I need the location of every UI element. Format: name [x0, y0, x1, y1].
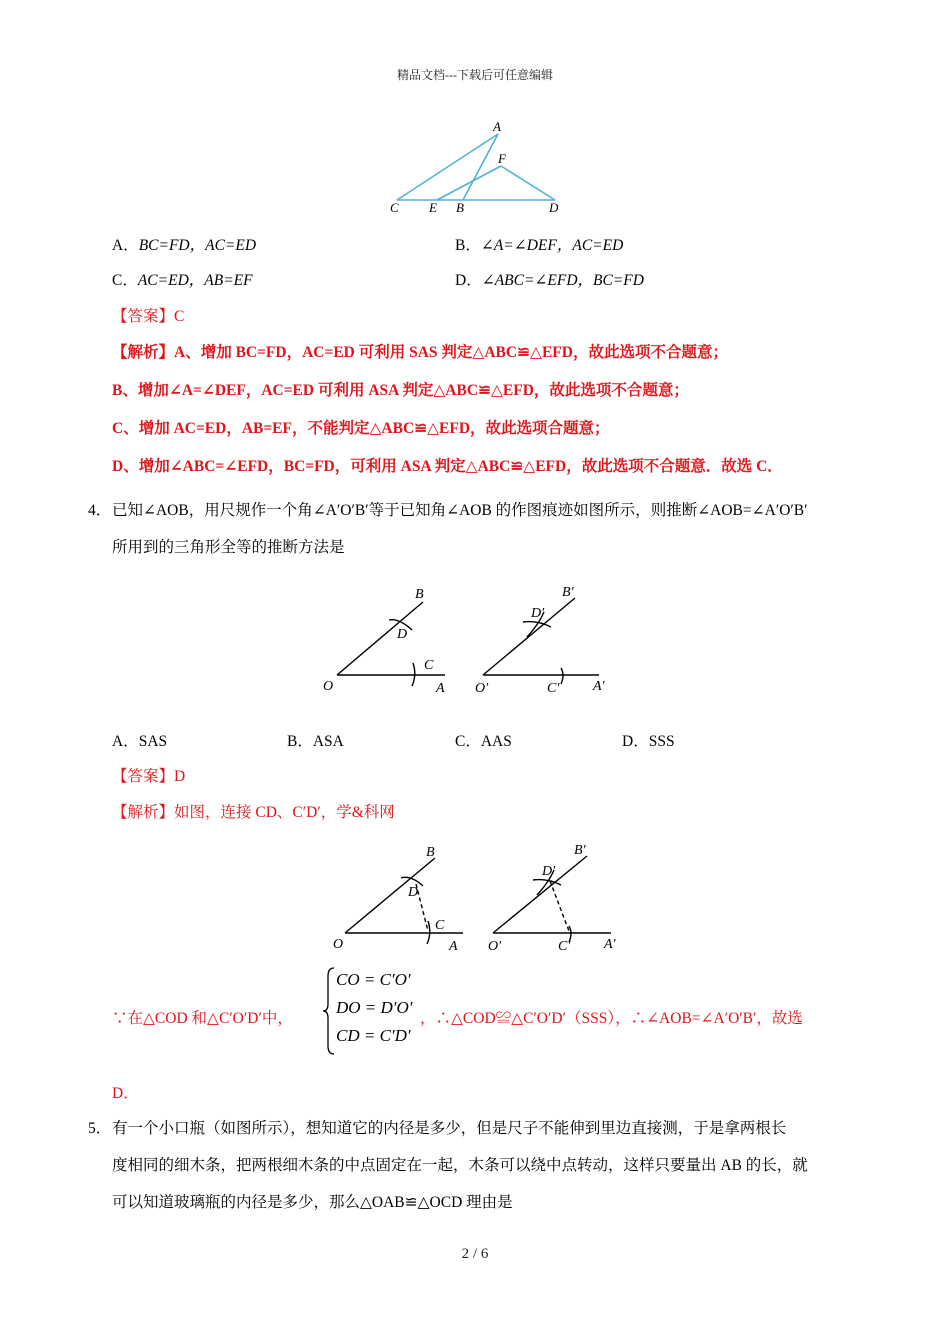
q4-sol-fig1-label-B: B — [426, 845, 435, 860]
q4-option-a-text: SAS — [138, 733, 168, 750]
q3-analysis-line-1: 【解析】A、增加 BC=FD，AC=ED 可利用 SAS 判定△ABC≌△EFD，故此选项不合题意； — [112, 344, 728, 361]
equation-row-3: CD = C′D′ — [336, 1026, 411, 1045]
q4-sol-fig2-label-O: O′ — [488, 939, 502, 954]
q3-option-a-text: BC=FD，AC=ED — [138, 237, 257, 254]
q4-option-c-text: AAS — [480, 733, 512, 750]
q3-analysis-line-2: B、增加∠A=∠DEF，AC=ED 可利用 ASA 判定△ABC≌△EFD，故此选项不合题意； — [112, 382, 689, 399]
q5-number: 5． — [88, 1120, 112, 1137]
q4-sol-fig1-label-O: O — [333, 937, 344, 952]
q4-fig1-label-D: D — [397, 627, 408, 642]
q4-option-b-key: B． — [287, 733, 313, 750]
q4-construction-figure — [315, 580, 625, 700]
q3-option-b-key: B． — [455, 237, 481, 254]
q3-option-c — [112, 271, 253, 291]
q4-sol-fig1-label-D: D — [408, 885, 419, 900]
q3-option-a-key: A． — [112, 237, 139, 254]
q4-option-b — [287, 732, 344, 752]
equation-row-1: CO = C′O′ — [336, 970, 411, 989]
q4-option-a — [112, 732, 167, 752]
page-number: 2 / 6 — [461, 1246, 489, 1262]
q4-proof-suffix: ，∴△COD≌△C′O′D′（SSS），∴∠AOB=∠A′O′B′，故选 — [420, 1010, 803, 1027]
q4-question-line-1: 已知∠AOB，用尺规作一个角∠A′O′B′等于已知角∠AOB 的作图痕迹如图所示，则推断∠AOB=∠A′O′B′ — [112, 502, 808, 519]
q3-label-A: A — [493, 119, 501, 134]
q4-option-d — [622, 732, 675, 752]
q3-label-B: B — [456, 200, 464, 215]
q4-option-d-key: D． — [622, 733, 649, 750]
q3-option-b-text: ∠A=∠DEF，AC=ED — [480, 237, 624, 254]
q4-sol-fig2-label-D: D′ — [542, 864, 556, 879]
q4-fig1-label-O: O — [323, 679, 334, 694]
page-header: 精品文档---下载后可任意编辑 — [397, 68, 553, 82]
q3-analysis-line-4: D、增加∠ABC=∠EFD，BC=FD，可利用 ASA 判定△ABC≌△EFD，故此选项不合题意．故选 C． — [112, 458, 783, 475]
q4-proof-end: D． — [112, 1085, 139, 1102]
q5-question-line-2: 度相同的细木条，把两根细木条的中点固定在一起，木条可以绕中点转动，这样只要量出 AB 的长，就 — [112, 1157, 808, 1174]
q3-option-c-key: C． — [112, 272, 138, 289]
q3-answer: 【答案】C — [112, 308, 185, 325]
equation-row-2: DO = D′O′ — [336, 998, 413, 1017]
brace-icon — [322, 966, 336, 1056]
q4-fig2-label-O: O′ — [475, 681, 489, 696]
q3-option-d-key: D． — [455, 272, 482, 289]
q4-number: 4． — [88, 502, 112, 519]
q3-analysis-line-3: C、增加 AC=ED，AB=EF，不能判定△ABC≌△EFD，故此选项合题意； — [112, 420, 610, 437]
q4-equation-system — [336, 966, 413, 1050]
q4-option-d-text: SSS — [648, 733, 675, 750]
q5-question-line-3: 可以知道玻璃瓶的内径是多少，那么△OAB≌△OCD 理由是 — [112, 1194, 513, 1211]
q3-label-D: D — [549, 200, 559, 215]
q4-fig1-label-C: C — [424, 658, 434, 673]
q4-sol-fig2-label-B: B′ — [574, 843, 586, 858]
q3-option-b — [455, 236, 623, 256]
q3-label-E: E — [429, 200, 437, 215]
q4-answer: 【答案】D — [112, 768, 186, 785]
q4-analysis-tag: 【解析】 — [112, 804, 175, 821]
q4-sol-fig1-label-A: A — [449, 939, 458, 954]
q4-proof-prefix: ∵在△COD 和△C′O′D′中， — [112, 1010, 293, 1027]
q4-fig2-label-C: C′ — [547, 681, 560, 696]
q3-triangle-figure — [385, 118, 565, 218]
q4-question-line-2: 所用到的三角形全等的推断方法是 — [112, 539, 345, 556]
q4-option-c-key: C． — [455, 733, 481, 750]
q4-fig1-label-A: A — [436, 681, 445, 696]
q4-fig2-label-B: B′ — [562, 585, 574, 600]
q4-fig2-label-A: A′ — [593, 679, 605, 694]
q4-fig1-label-B: B — [415, 587, 424, 602]
q3-option-d-text: ∠ABC=∠EFD，BC=FD — [481, 272, 644, 289]
q3-label-F: F — [498, 151, 506, 166]
q3-option-a — [112, 236, 256, 256]
q4-sol-fig2-label-C: C′ — [558, 939, 571, 954]
q3-label-C: C — [390, 200, 399, 215]
q3-option-d — [455, 271, 644, 291]
q4-option-a-key: A． — [112, 733, 139, 750]
q4-fig2-label-D: D′ — [531, 606, 545, 621]
q4-analysis — [112, 803, 395, 823]
q4-solution-figure — [325, 838, 635, 958]
q4-sol-fig2-label-A: A′ — [604, 937, 616, 952]
q4-option-b-text: ASA — [312, 733, 344, 750]
q4-analysis-text: 如图，连接 CD、C′D′，学&科网 — [174, 804, 395, 821]
q4-option-c — [455, 732, 512, 752]
q4-sol-fig1-label-C: C — [435, 918, 445, 933]
q5-question-line-1: 有一个小口瓶（如图所示），想知道它的内径是多少，但是尺子不能伸到里边直接测，于是拿两根长 — [112, 1120, 787, 1137]
q3-option-c-text: AC=ED，AB=EF — [137, 272, 253, 289]
